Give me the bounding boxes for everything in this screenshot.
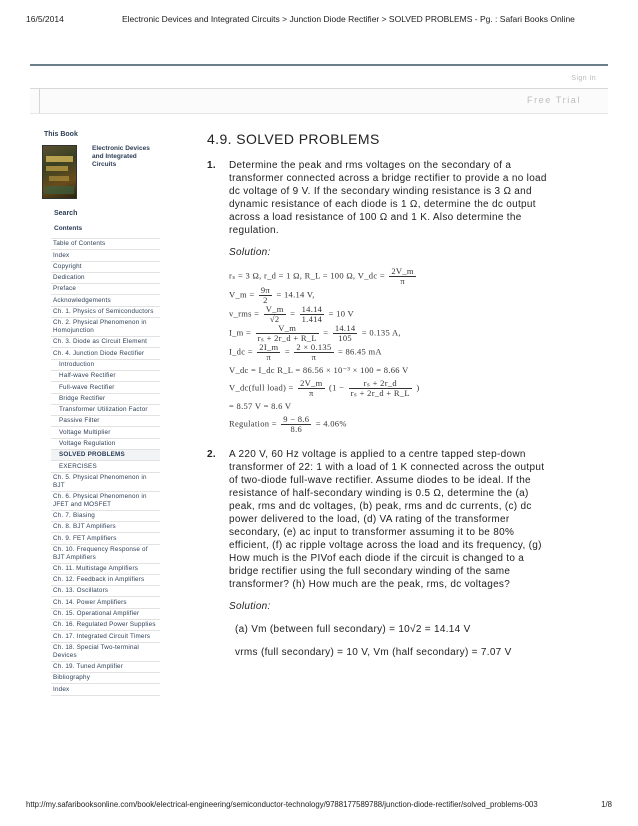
section-title: 4.9. SOLVED PROBLEMS [207, 131, 380, 147]
toc-subitem[interactable]: Introduction [51, 360, 160, 371]
free-trial-link[interactable]: Free Trial [526, 95, 581, 105]
top-divider [30, 64, 608, 66]
solution-label: Solution: [229, 601, 271, 612]
toc-item[interactable]: Index [51, 684, 160, 695]
equation-line: V_dc(full load) = $\frac{2V\_m}{\pi}$ (1 − $\frac{\text{rₛ + 2r\_d}}{\text{rₛ + 2r\_d + R\_L}}$ ) [229, 378, 420, 398]
problem-text: A 220 V, 60 Hz voltage is applied to a centre tapped step-down transformer of 22: 1 with a load of 1 K connected across the output of two-diode full-wave rectifier. Assume diodes to be ideal. If the resistance of half-secondary winding is 0.5 Ω, determine the (a) peak, rms and dc voltages, (b) peak, rms and dc currents, (c) dc power delivered to the load, (d) VA rating of the transformer secondary, (e) ac input to transformer assuming it to be 80% efficient, (f) ac ripple voltage across the load and its frequency, (g) How much is the PIVof each diode if the circuit is changed to a bridge rectifier using the full secondary winding of the same transformer? (h) How much are the peak, rms, dc voltages? [229, 449, 545, 590]
equation-line: = 8.57 V = 8.6 V [229, 401, 292, 411]
toc-item[interactable]: Table of Contents [51, 239, 160, 250]
toc-subitem[interactable]: Full-wave Rectifier [51, 382, 160, 393]
toc-item[interactable]: Ch. 3. Diode as Circuit Element [51, 337, 160, 348]
toc-item[interactable]: Ch. 18. Special Two-terminal Devices [51, 643, 160, 662]
contents-heading: Contents [54, 225, 83, 232]
toc-subitem[interactable]: Voltage Multiplier [51, 427, 160, 438]
toc-item[interactable]: Ch. 4. Junction Diode Rectifier [51, 348, 160, 359]
toc-item[interactable]: Index [51, 250, 160, 261]
toc-item[interactable]: Ch. 1. Physics of Semiconductors [51, 307, 160, 318]
main-content [207, 131, 553, 659]
toc-subitem[interactable]: EXERCISES [51, 461, 160, 472]
solution-equations [229, 267, 553, 434]
equation-line: v_rms = $\frac{V\_m}{√2}$ = $\frac{14.14}{1.414}$ = 10 V [229, 304, 354, 324]
toc-item[interactable]: Dedication [51, 273, 160, 284]
equation-line: I_m = $\frac{V\_m}{\text{rₛ + 2r\_d + R\_L}}$ = $\frac{14.14}{105}$ = 0.135 A, [229, 323, 401, 343]
trial-bar-divider [39, 89, 40, 113]
toc-item[interactable]: Ch. 5. Physical Phenomenon in BJT [51, 473, 160, 492]
sign-in-link[interactable]: Sign In [571, 75, 596, 82]
toc-item[interactable]: Ch. 13. Oscillators [51, 586, 160, 597]
toc-item[interactable]: Ch. 10. Frequency Response of BJT Amplifiers [51, 545, 160, 564]
page-url: http://my.safaribooksonline.com/book/electrical-engineering/semiconductor-technology/9788177589788/junction-diode-rectifier/solved_problems-003 [26, 800, 538, 809]
book-title-link[interactable]: Electronic Devices and Integrated Circuits [92, 145, 150, 168]
toc-subitem[interactable]: Passive Filter [51, 416, 160, 427]
toc-item[interactable]: Preface [51, 284, 160, 295]
table-of-contents [51, 238, 160, 696]
equation-line: Regulation = $\frac{9 - 8.6}{8.6}$ = 4.06% [229, 414, 347, 434]
equation-line: I_dc = $\frac{2I\_m}{\pi}$ = $\frac{2 \times 0.135}{\pi}$ = 86.45 mA [229, 342, 382, 362]
problem-2 [207, 448, 553, 613]
trial-bar [30, 88, 608, 114]
toc-item[interactable]: Ch. 17. Integrated Circuit Timers [51, 631, 160, 642]
problem-1 [207, 159, 553, 434]
toc-item[interactable]: Ch. 2. Physical Phenomenon in Homojunction [51, 318, 160, 337]
page-number: 1/8 [601, 800, 612, 809]
toc-subitem[interactable]: Transformer Utilization Factor [51, 405, 160, 416]
answer-a: (a) Vm (between full secondary) = 10√2 = 14.14 V [235, 624, 471, 635]
toc-item[interactable]: Ch. 19. Tuned Amplifier [51, 662, 160, 673]
toc-item[interactable]: Ch. 8. BJT Amplifiers [51, 522, 160, 533]
equation-line: rₛ = 3 Ω, r_d = 1 Ω, R_L = 100 Ω, V_dc = $\frac{2V\_m}{\pi}$ [229, 266, 414, 286]
problem-text: Determine the peak and rms voltages on the secondary of a transformer connected across a bridge rectifier to provide a no load dc voltage of 9 V. If the secondary winding resistance is 3 Ω and dynamic resistance of each diode is 1 Ω, determine the dc output across a load resistance of 100 Ω and 1 K. Also determine the regulation. [229, 160, 547, 236]
toc-subitem[interactable]: Voltage Regulation [51, 439, 160, 450]
toc-item[interactable]: Ch. 14. Power Amplifiers [51, 597, 160, 608]
toc-subitem[interactable]: Half-wave Rectifier [51, 371, 160, 382]
solution-label: Solution: [229, 247, 271, 258]
toc-item[interactable]: Bibliography [51, 673, 160, 684]
equation-line: V_m = $\frac{9\pi}{2}$ = 14.14 V, [229, 285, 315, 305]
toc-item[interactable]: Copyright [51, 262, 160, 273]
print-title: Electronic Devices and Integrated Circuits > Junction Diode Rectifier > SOLVED PROBLEMS - Pg. : Safari Books Online [122, 14, 575, 24]
toc-item[interactable]: Acknowledgements [51, 295, 160, 306]
problem-number: 2. [207, 449, 216, 460]
toc-item[interactable]: Ch. 7. Biasing [51, 511, 160, 522]
this-book-heading: This Book [44, 131, 78, 138]
toc-item[interactable]: Ch. 9. FET Amplifiers [51, 533, 160, 544]
toc-item[interactable]: Ch. 12. Feedback in Amplifiers [51, 575, 160, 586]
print-date: 16/5/2014 [26, 14, 64, 24]
toc-subitem[interactable]: Bridge Rectifier [51, 394, 160, 405]
toc-item[interactable]: Ch. 11. Multistage Amplifiers [51, 564, 160, 575]
toc-item[interactable]: Ch. 15. Operational Amplifier [51, 609, 160, 620]
answer-b: vrms (full secondary) = 10 V, Vm (half secondary) = 7.07 V [235, 647, 512, 658]
equation-line: V_dc = I_dc R_L = 86.56 × 10⁻³ × 100 = 8.66 V [229, 365, 409, 375]
toc-item[interactable]: Ch. 6. Physical Phenomenon in JFET and MOSFET [51, 492, 160, 511]
toc-subitem-active[interactable]: SOLVED PROBLEMS [51, 450, 160, 461]
problem-number: 1. [207, 160, 216, 171]
book-cover-image[interactable] [42, 145, 77, 199]
search-link[interactable]: Search [54, 210, 78, 217]
toc-item[interactable]: Ch. 16. Regulated Power Supplies [51, 620, 160, 631]
